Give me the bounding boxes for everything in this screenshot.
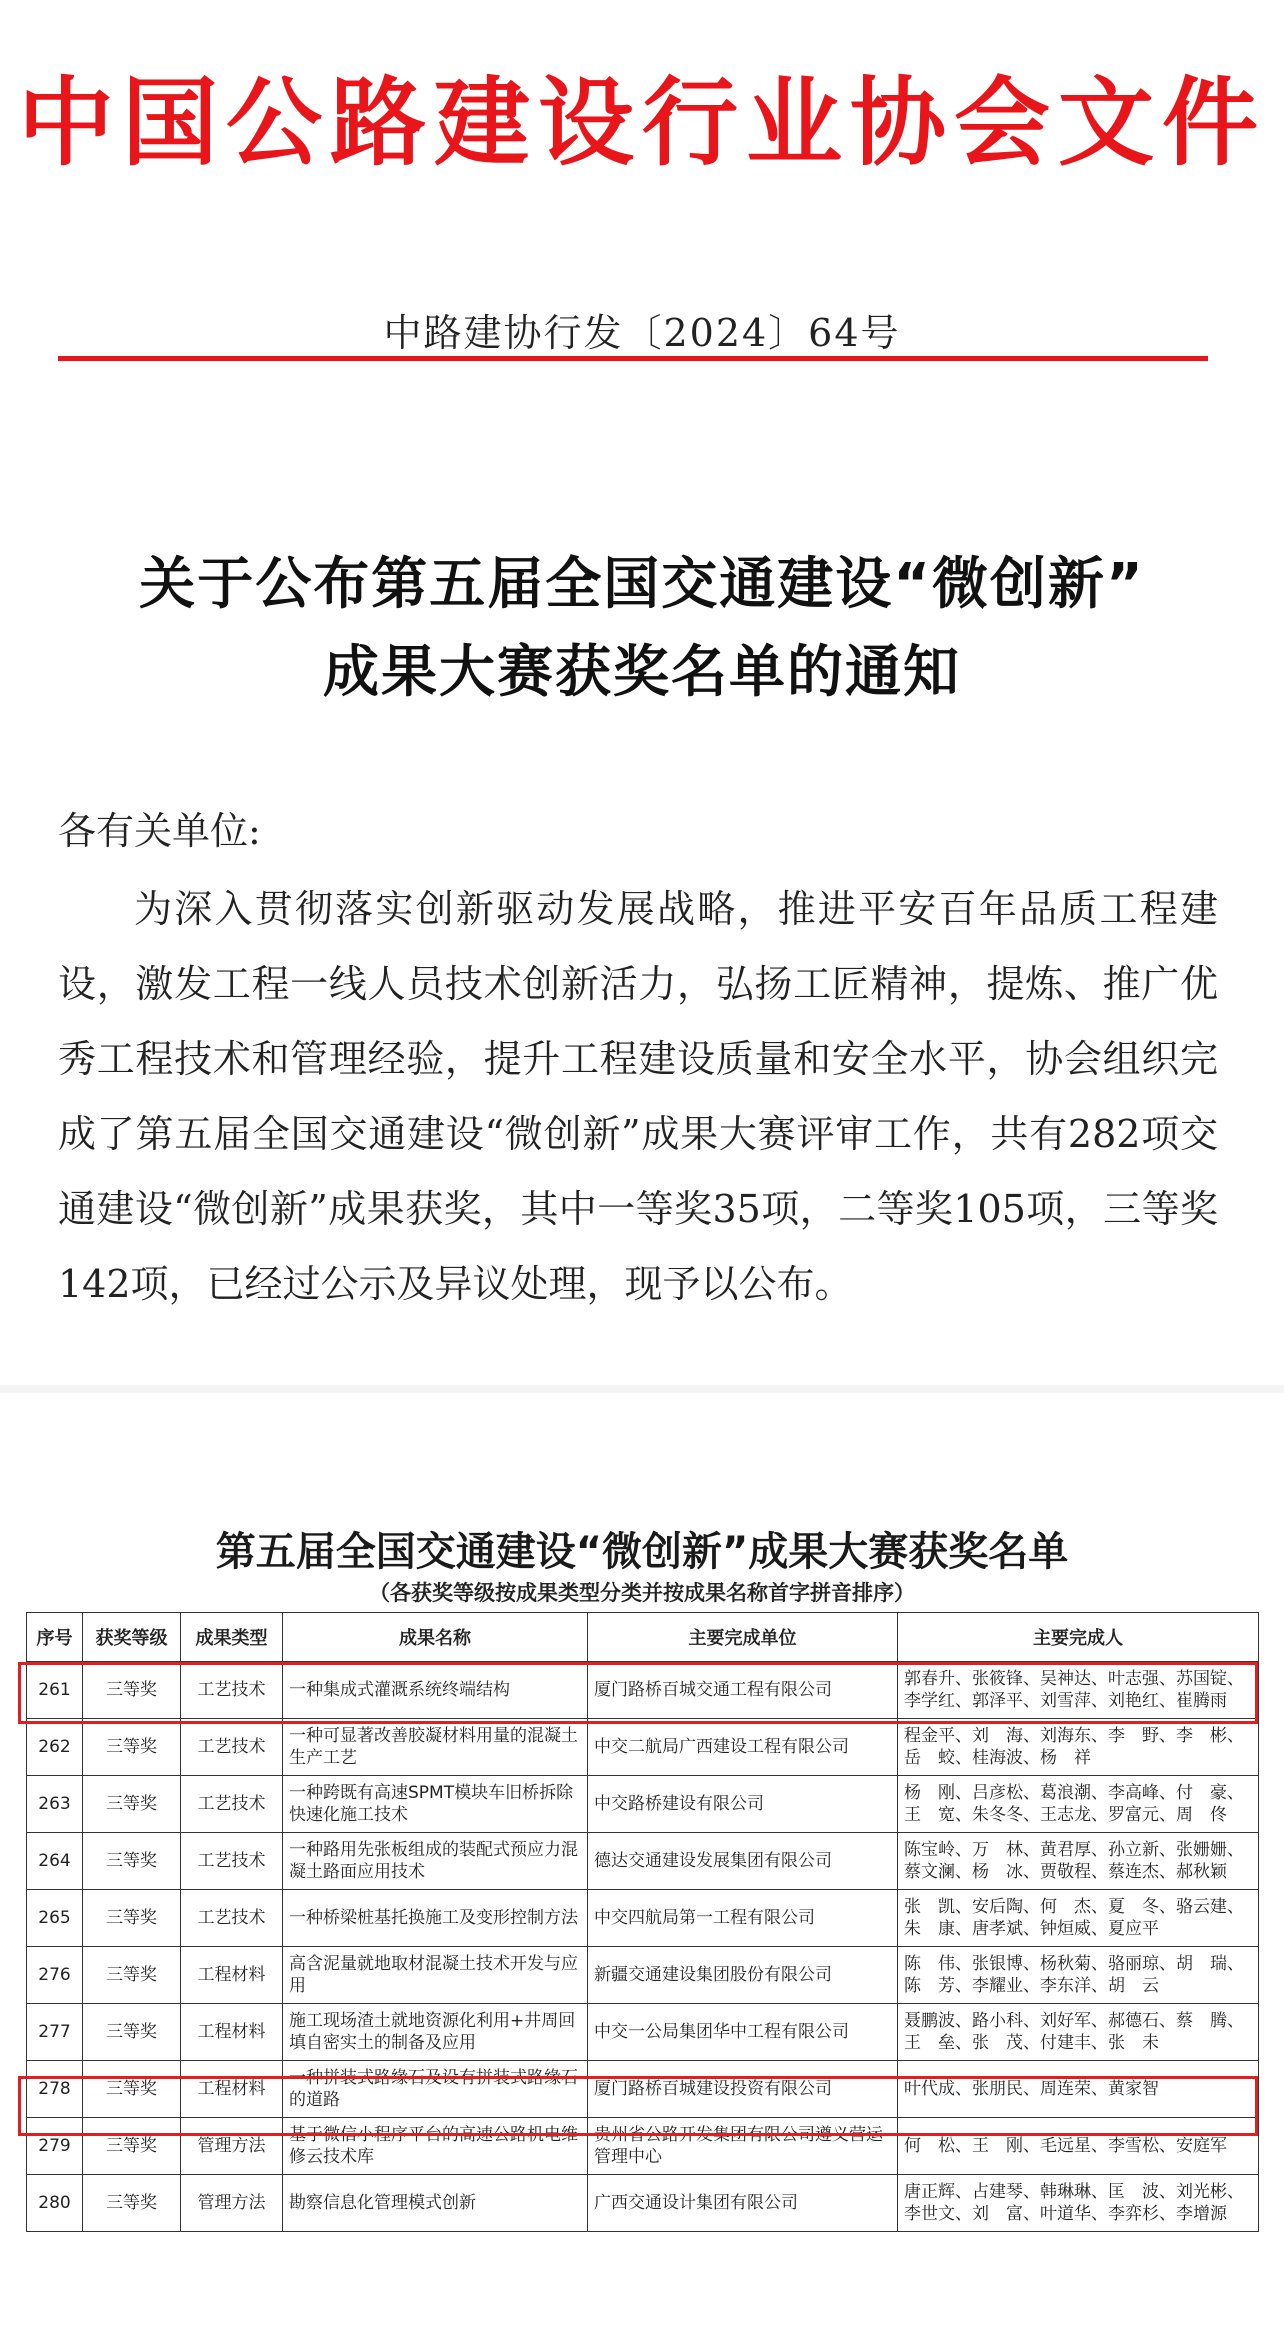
cell-unit: 中交一公局集团华中工程有限公司 — [588, 2004, 898, 2061]
cell-name: 勘察信息化管理模式创新 — [283, 2175, 588, 2232]
cell-level: 三等奖 — [83, 2175, 181, 2232]
cell-no: 277 — [27, 2004, 83, 2061]
cell-people: 程金平、刘 海、刘海东、李 野、李 彬、岳 蛟、桂海波、杨 祥 — [898, 1719, 1259, 1776]
table-header-row — [27, 1613, 1259, 1662]
cell-name: 施工现场渣土就地资源化利用+井周回填自密实土的制备及应用 — [283, 2004, 588, 2061]
document-masthead: 中国公路建设行业协会文件 — [18, 67, 1266, 179]
cell-unit: 德达交通建设发展集团有限公司 — [588, 1833, 898, 1890]
cell-people: 陈宝岭、万 林、黄君厚、孙立新、张姗姗、蔡文澜、杨 冰、贾敬程、蔡连杰、郝秋颖 — [898, 1833, 1259, 1890]
cell-name: 高含泥量就地取材混凝土技术开发与应用 — [283, 1947, 588, 2004]
table-row — [27, 2118, 1259, 2175]
cell-name: 基于微信小程序平台的高速公路机电维修云技术库 — [283, 2118, 588, 2175]
notice-title-line2: 成果大赛获奖名单的通知 — [323, 640, 961, 705]
cell-name: 一种桥梁桩基托换施工及变形控制方法 — [283, 1890, 588, 1947]
table-row — [27, 1662, 1259, 1719]
table-row — [27, 1890, 1259, 1947]
header-type: 成果类型 — [181, 1613, 283, 1662]
cell-people: 张 凯、安后陶、何 杰、夏 冬、骆云建、朱 康、唐孝斌、钟烜威、夏应平 — [898, 1890, 1259, 1947]
cell-level: 三等奖 — [83, 1833, 181, 1890]
cell-type: 工程材料 — [181, 1947, 283, 2004]
cell-type: 工艺技术 — [181, 1662, 283, 1719]
cell-no: 278 — [27, 2061, 83, 2118]
cell-people: 杨 刚、吕彦松、葛浪潮、李高峰、付 豪、王 宽、朱冬冬、王志龙、罗富元、周 佟 — [898, 1776, 1259, 1833]
cell-unit: 贵州省公路开发集团有限公司遵义营运管理中心 — [588, 2118, 898, 2175]
table-row — [27, 2004, 1259, 2061]
header-level: 获奖等级 — [83, 1613, 181, 1662]
cell-no: 280 — [27, 2175, 83, 2232]
cell-type: 管理方法 — [181, 2175, 283, 2232]
cell-level: 三等奖 — [83, 1890, 181, 1947]
table-row — [27, 1833, 1259, 1890]
header-name: 成果名称 — [283, 1613, 588, 1662]
notice-body — [58, 872, 1218, 1322]
document-number: 中路建协行发〔2024〕64号 — [383, 311, 901, 355]
cell-type: 工艺技术 — [181, 1776, 283, 1833]
cell-name: 一种路用先张板组成的装配式预应力混凝土路面应用技术 — [283, 1833, 588, 1890]
cell-level: 三等奖 — [83, 2118, 181, 2175]
cell-no: 263 — [27, 1776, 83, 1833]
cell-no: 261 — [27, 1662, 83, 1719]
table-row — [27, 2175, 1259, 2232]
cell-no: 264 — [27, 1833, 83, 1890]
cell-no: 279 — [27, 2118, 83, 2175]
cell-people: 叶代成、张朋民、周连荣、黄家智 — [898, 2061, 1259, 2118]
cell-level: 三等奖 — [83, 1776, 181, 1833]
table-row — [27, 2061, 1259, 2118]
award-list-subtitle: （各获奖等级按成果类型分类并按成果名称首字拼音排序） — [369, 1581, 915, 1605]
table-row — [27, 1719, 1259, 1776]
cell-unit: 中交路桥建设有限公司 — [588, 1776, 898, 1833]
cell-type: 管理方法 — [181, 2118, 283, 2175]
cell-name: 一种跨既有高速SPMT模块车旧桥拆除快速化施工技术 — [283, 1776, 588, 1833]
award-list-title: 第五届全国交通建设“微创新”成果大赛获奖名单 — [215, 1529, 1069, 1575]
cell-type: 工艺技术 — [181, 1719, 283, 1776]
cell-level: 三等奖 — [83, 1947, 181, 2004]
cell-type: 工程材料 — [181, 2004, 283, 2061]
cell-level: 三等奖 — [83, 2061, 181, 2118]
cell-people: 陈 伟、张银博、杨秋菊、骆丽琼、胡 瑞、陈 芳、李耀业、李东洋、胡 云 — [898, 1947, 1259, 2004]
cell-level: 三等奖 — [83, 1662, 181, 1719]
cell-people: 唐正辉、占建琴、韩琳琳、匡 波、刘光彬、李世文、刘 富、叶道华、李弈杉、李增源 — [898, 2175, 1259, 2232]
cell-unit: 新疆交通建设集团股份有限公司 — [588, 1947, 898, 2004]
header-no: 序号 — [27, 1613, 83, 1662]
cell-name: 一种集成式灌溉系统终端结构 — [283, 1662, 588, 1719]
cell-type: 工程材料 — [181, 2061, 283, 2118]
salutation: 各有关单位: — [58, 809, 261, 853]
cell-people: 聂鹏波、路小科、刘好军、郝德石、蔡 腾、王 垒、张 茂、付建丰、张 未 — [898, 2004, 1259, 2061]
page-separator — [0, 1385, 1284, 1393]
cell-level: 三等奖 — [83, 2004, 181, 2061]
cell-type: 工艺技术 — [181, 1833, 283, 1890]
notice-title-line1: 关于公布第五届全国交通建设“微创新” — [139, 552, 1145, 617]
table-row — [27, 1776, 1259, 1833]
cell-people: 郭春升、张筱锋、吴神达、叶志强、苏国锭、李学红、郭泽平、刘雪萍、刘艳红、崔腾雨 — [898, 1662, 1259, 1719]
cell-type: 工艺技术 — [181, 1890, 283, 1947]
cell-name: 一种拼装式路缘石及设有拼装式路缘石的道路 — [283, 2061, 588, 2118]
cell-no: 262 — [27, 1719, 83, 1776]
cell-people: 何 松、王 刚、毛远星、李雪松、安庭军 — [898, 2118, 1259, 2175]
cell-level: 三等奖 — [83, 1719, 181, 1776]
cell-unit: 广西交通设计集团有限公司 — [588, 2175, 898, 2232]
header-unit: 主要完成单位 — [588, 1613, 898, 1662]
notice-paragraph: 为深入贯彻落实创新驱动发展战略，推进平安百年品质工程建设，激发工程一线人员技术创新活力，弘扬工匠精神，提炼、推广优秀工程技术和管理经验，提升工程建设质量和安全水平，协会组织完成了第五届全国交通建设“微创新”成果大赛评审工作，共有282项交通建设“微创新”成果获奖，其中一等奖35项，二等奖105项，三等奖142项，已经过公示及异议处理，现予以公布。 — [58, 887, 1218, 1306]
table-row — [27, 1947, 1259, 2004]
cell-name: 一种可显著改善胶凝材料用量的混凝土生产工艺 — [283, 1719, 588, 1776]
cell-no: 276 — [27, 1947, 83, 2004]
cell-unit: 厦门路桥百城建设投资有限公司 — [588, 2061, 898, 2118]
red-divider-line — [58, 356, 1208, 361]
award-table — [26, 1612, 1259, 2232]
cell-unit: 厦门路桥百城交通工程有限公司 — [588, 1662, 898, 1719]
cell-no: 265 — [27, 1890, 83, 1947]
header-people: 主要完成人 — [898, 1613, 1259, 1662]
cell-unit: 中交四航局第一工程有限公司 — [588, 1890, 898, 1947]
cell-unit: 中交二航局广西建设工程有限公司 — [588, 1719, 898, 1776]
